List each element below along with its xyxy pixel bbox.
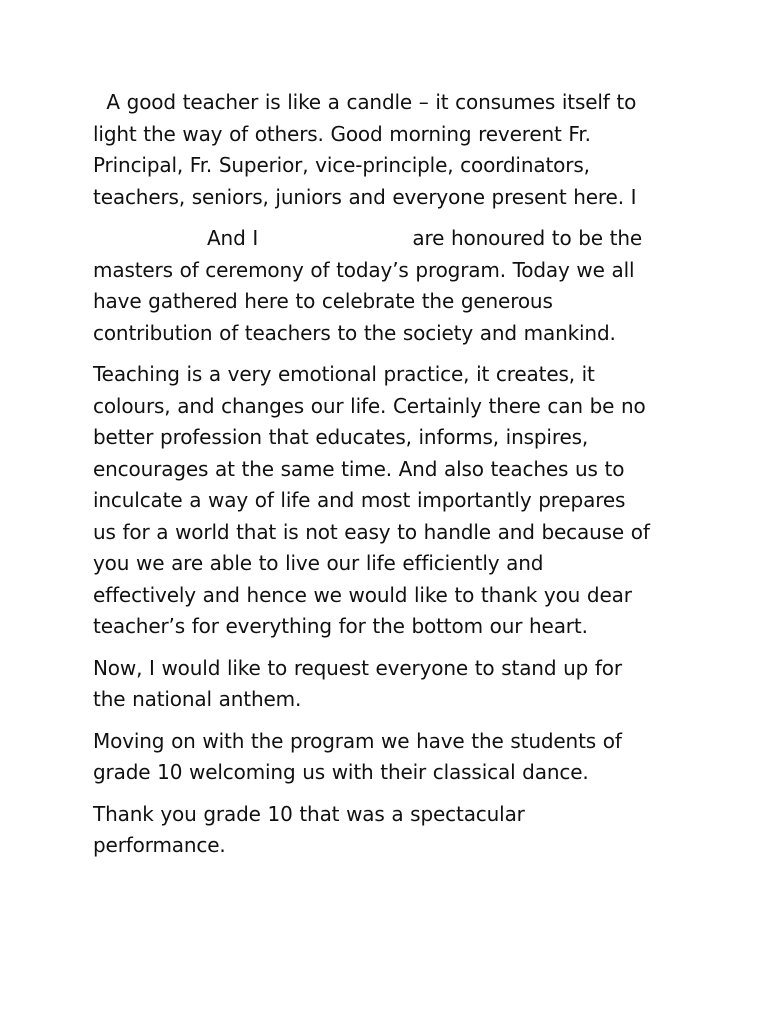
speech-text: [93, 87, 693, 862]
text-line: light the way of others. Good morning reverent Fr.: [93, 121, 591, 146]
paragraph-opening: [93, 87, 693, 213]
text-line: teachers, seniors, juniors and everyone present here. I: [93, 184, 637, 209]
text-line: effectively and hence we would like to thank you dear: [93, 582, 632, 607]
text-line: have gathered here to celebrate the generous: [93, 289, 553, 313]
paragraph-introduction: [93, 223, 693, 349]
paragraph-gap: [93, 643, 693, 653]
paragraph-anthem: [93, 653, 693, 716]
paragraph-gap: [93, 716, 693, 726]
text-line: us for a world that is not easy to handle and because of: [93, 519, 650, 544]
text-line: you we are able to live our life efficiently and: [93, 551, 544, 575]
text-line: colours, and changes our life. Certainly there can be no: [93, 393, 646, 418]
text-line: masters of ceremony of today’s program. Today we all: [93, 257, 635, 282]
text-line: the national anthem.: [93, 687, 302, 711]
text-line: Principal, Fr. Superior, vice-principle, coordinators,: [93, 153, 590, 177]
paragraph-dance: [93, 726, 693, 789]
paragraph-gap: [93, 349, 693, 359]
text-line: Teaching is a very emotional practice, it creates, it: [93, 362, 595, 386]
text-line: better profession that educates, informs, inspires,: [93, 425, 589, 449]
text-line: encourages at the same time. And also teaches us to: [93, 456, 625, 481]
paragraph-thanks: [93, 799, 693, 862]
text-line: inculcate a way of life and most importantly prepares: [93, 488, 626, 512]
text-line: Thank you grade 10 that was a spectacular: [93, 801, 525, 826]
paragraph-teaching: [93, 359, 693, 643]
paragraph-gap: [93, 213, 693, 223]
text-line: Now, I would like to request everyone to stand up for: [93, 655, 622, 680]
paragraph-gap: [93, 789, 693, 799]
text-line: teacher’s for everything for the bottom our heart.: [93, 614, 588, 638]
text-line: Moving on with the program we have the students of: [93, 728, 622, 753]
text-line: contribution of teachers to the society and mankind.: [93, 320, 616, 345]
text-line: performance.: [93, 833, 226, 857]
text-line: And I are honoured to be the: [93, 226, 643, 250]
text-line: grade 10 welcoming us with their classical dance.: [93, 760, 589, 784]
text-line: A good teacher is like a candle – it consumes itself to: [93, 90, 637, 114]
